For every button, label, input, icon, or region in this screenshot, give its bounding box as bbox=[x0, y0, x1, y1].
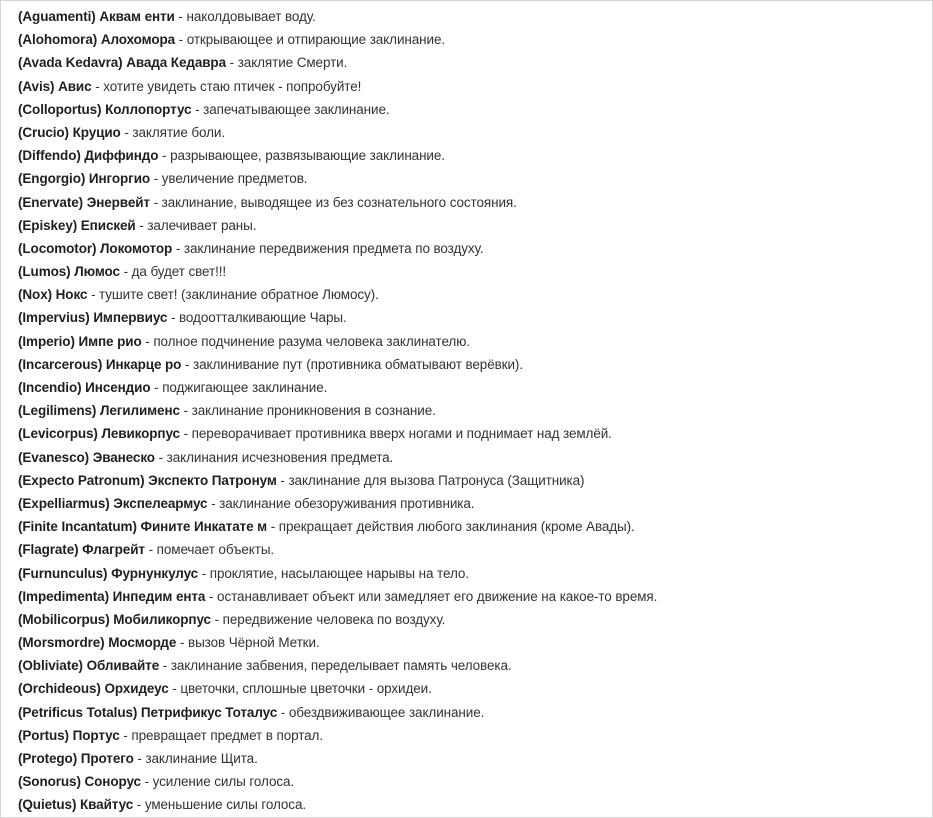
spell-list bbox=[18, 5, 928, 817]
spell-latin-name: (Morsmordre) bbox=[18, 635, 105, 651]
spell-description: залечивает раны. bbox=[147, 217, 257, 233]
spell-description: заклинания исчезновения предмета. bbox=[166, 449, 394, 465]
spell-latin-name: (Crucio) bbox=[18, 124, 69, 140]
spell-separator: - bbox=[175, 32, 187, 48]
spell-russian-name: Круцио bbox=[72, 124, 121, 140]
spell-latin-name: (Engorgio) bbox=[18, 171, 86, 187]
spell-latin-name: (Protego) bbox=[18, 751, 78, 766]
spell-entry bbox=[18, 724, 928, 747]
spell-description: уменьшение силы голоса. bbox=[144, 797, 307, 813]
spell-separator: - bbox=[210, 611, 223, 627]
spell-description: открывающее и отпирающие заклинание. bbox=[186, 32, 446, 48]
spell-separator: - bbox=[150, 171, 162, 187]
spell-russian-name: Фините Инкатате м bbox=[140, 519, 268, 535]
spell-entry bbox=[18, 654, 928, 677]
spell-russian-name: Фурнункулус bbox=[111, 565, 199, 581]
spell-entry bbox=[18, 446, 928, 469]
spell-russian-name: Инсендио bbox=[85, 380, 151, 395]
spell-separator: - bbox=[226, 55, 238, 71]
spell-latin-name: (Incarcerous) bbox=[18, 356, 103, 372]
spell-description: разрывающее, развязывающие заклинание. bbox=[170, 148, 445, 164]
spell-russian-name: Ингоргио bbox=[88, 171, 151, 187]
spell-separator: - bbox=[158, 148, 171, 164]
spell-separator: - bbox=[168, 681, 181, 697]
spell-latin-name: (Impervius) bbox=[18, 310, 90, 326]
spell-separator: - bbox=[87, 287, 100, 303]
spell-separator: - bbox=[150, 380, 163, 395]
spell-entry bbox=[18, 330, 928, 353]
spell-description: прекращает действия любого заклинания (кроме Авады). bbox=[278, 519, 635, 535]
spell-latin-name: (Diffendo) bbox=[18, 148, 81, 164]
spell-russian-name: Коллопортус bbox=[105, 101, 192, 117]
spell-latin-name: (Mobilicorpus) bbox=[18, 611, 110, 627]
spell-separator: - bbox=[120, 124, 133, 140]
spell-latin-name: (Petrificus Totalus) bbox=[18, 704, 138, 720]
spell-separator: - bbox=[167, 310, 180, 326]
spell-description: заклинание обезоруживания противника. bbox=[219, 495, 475, 511]
spell-separator: - bbox=[144, 542, 157, 558]
spell-description: полное подчинение разума человека заклинателю. bbox=[153, 333, 470, 349]
spell-russian-name: Экспелеармус bbox=[113, 495, 208, 511]
spell-description: поджигающее заклинание. bbox=[162, 380, 328, 395]
spell-russian-name: Энервейт bbox=[86, 194, 150, 210]
spell-description: заклинание для вызова Патронуса (Защитника) bbox=[288, 472, 585, 488]
spell-entry bbox=[18, 701, 928, 724]
spell-latin-name: (Orchideous) bbox=[18, 681, 101, 697]
spell-latin-name: (Levicorpus) bbox=[18, 426, 98, 442]
spell-russian-name: Флагрейт bbox=[82, 542, 145, 558]
spell-entry bbox=[18, 562, 928, 585]
spell-separator: - bbox=[141, 333, 154, 349]
spell-russian-name: Протего bbox=[80, 751, 134, 766]
spell-latin-name: (Imperio) bbox=[18, 333, 75, 349]
spell-separator: - bbox=[176, 635, 188, 651]
spell-latin-name: (Furnunculus) bbox=[18, 565, 108, 581]
spell-russian-name: Сонорус bbox=[84, 774, 141, 790]
spell-description: вызов Чёрной Метки. bbox=[188, 635, 320, 651]
spell-description: увеличение предметов. bbox=[161, 171, 308, 187]
spell-latin-name: (Evanesco) bbox=[18, 449, 90, 465]
spell-separator: - bbox=[191, 101, 204, 117]
spell-latin-name: (Flagrate) bbox=[18, 542, 79, 558]
spell-separator: - bbox=[172, 240, 184, 256]
spell-russian-name: Авис bbox=[58, 78, 92, 94]
spell-description: заклинание, выводящее из без сознательного состояния. bbox=[161, 194, 517, 210]
spell-separator: - bbox=[198, 565, 210, 581]
spell-description: помечает объекты. bbox=[156, 542, 275, 558]
spell-russian-name: Легилименс bbox=[99, 403, 180, 419]
spell-latin-name: (Avada Kedavra) bbox=[18, 55, 123, 71]
spell-entry bbox=[18, 51, 928, 74]
spell-russian-name: Епискей bbox=[80, 217, 136, 233]
spell-entry bbox=[18, 121, 928, 144]
spell-russian-name: Мосморде bbox=[108, 635, 177, 651]
spell-latin-name: (Avis) bbox=[18, 78, 55, 94]
spell-latin-name: (Incendio) bbox=[18, 380, 82, 395]
spell-description: передвижение человека по воздуху. bbox=[222, 611, 446, 627]
spell-latin-name: (Expelliarmus) bbox=[18, 495, 110, 511]
spell-entry bbox=[18, 793, 928, 816]
spell-russian-name: Импе рио bbox=[78, 333, 142, 349]
spell-entry bbox=[18, 747, 928, 770]
spell-separator: - bbox=[119, 727, 132, 743]
spell-entry bbox=[18, 191, 928, 214]
spell-description: хотите увидеть стаю птичек - попробуйте! bbox=[103, 78, 362, 94]
spell-entry bbox=[18, 376, 928, 399]
spell-russian-name: Обливайте bbox=[86, 658, 160, 674]
spell-entry bbox=[18, 5, 928, 28]
spell-separator: - bbox=[133, 797, 145, 813]
spell-russian-name: Алохомора bbox=[100, 32, 176, 48]
spell-description: да будет свет!!! bbox=[131, 264, 227, 280]
spell-description: водоотталкивающие Чары. bbox=[179, 310, 347, 326]
spell-latin-name: (Nox) bbox=[18, 287, 52, 303]
spell-entry bbox=[18, 492, 928, 515]
spell-latin-name: (Obliviate) bbox=[18, 658, 83, 674]
spell-description: заклятие Смерти. bbox=[237, 55, 348, 71]
spell-entry bbox=[18, 28, 928, 51]
spell-entry bbox=[18, 585, 928, 608]
spell-latin-name: (Colloportus) bbox=[18, 101, 102, 117]
spell-latin-name: (Episkey) bbox=[18, 217, 78, 233]
spell-latin-name: (Alohomora) bbox=[18, 32, 98, 48]
spell-description: заклинание проникновения в сознание. bbox=[191, 403, 436, 419]
spell-entry bbox=[18, 422, 928, 445]
spell-russian-name: Нокс bbox=[55, 287, 88, 303]
spell-description: заклятие боли. bbox=[132, 124, 226, 140]
spell-description: переворачивает противника вверх ногами и поднимает над землёй. bbox=[191, 426, 612, 442]
spell-russian-name: Экспекто Патронум bbox=[148, 472, 277, 488]
spell-separator: - bbox=[135, 217, 148, 233]
spell-separator: - bbox=[159, 658, 171, 674]
spell-latin-name: (Sonorus) bbox=[18, 774, 81, 790]
spell-description: запечатывающее заклинание. bbox=[203, 101, 390, 117]
spell-russian-name: Аквам енти bbox=[99, 9, 175, 24]
spell-entry bbox=[18, 260, 928, 283]
spell-latin-name: (Lumos) bbox=[18, 264, 71, 280]
spell-separator: - bbox=[179, 403, 192, 419]
spell-latin-name: (Enervate) bbox=[18, 194, 84, 210]
spell-entry bbox=[18, 469, 928, 492]
spell-description: усиление силы голоса. bbox=[152, 774, 295, 790]
spell-russian-name: Эванеско bbox=[92, 449, 155, 465]
spell-separator: - bbox=[149, 194, 162, 210]
spell-entry bbox=[18, 237, 928, 260]
spell-russian-name: Импервиус bbox=[93, 310, 168, 326]
spell-latin-name: (Aguamenti) bbox=[18, 9, 96, 24]
spell-entry bbox=[18, 214, 928, 237]
spell-entry bbox=[18, 283, 928, 306]
spell-russian-name: Мобиликорпус bbox=[113, 611, 211, 627]
spell-entry bbox=[18, 631, 928, 654]
spell-separator: - bbox=[154, 449, 167, 465]
spell-russian-name: Локомотор bbox=[100, 240, 173, 256]
spell-entry bbox=[18, 167, 928, 190]
spell-latin-name: (Impedimenta) bbox=[18, 588, 109, 604]
spell-separator: - bbox=[181, 356, 194, 372]
spell-separator: - bbox=[91, 78, 104, 94]
spell-entry bbox=[18, 770, 928, 793]
spell-russian-name: Портус bbox=[72, 727, 120, 743]
spell-entry bbox=[18, 538, 928, 561]
spell-description: тушите свет! (заклинание обратное Люмосу). bbox=[99, 287, 379, 303]
spell-separator: - bbox=[205, 588, 218, 604]
spell-entry bbox=[18, 144, 928, 167]
spell-russian-name: Орхидеус bbox=[104, 681, 169, 697]
spell-entry bbox=[18, 75, 928, 98]
spell-separator: - bbox=[207, 495, 220, 511]
spell-description: заклинание забвения, переделывает память человека. bbox=[170, 658, 512, 674]
spell-latin-name: (Portus) bbox=[18, 727, 69, 743]
spell-russian-name: Квайтус bbox=[80, 797, 134, 813]
spell-description: заклинание передвижения предмета по воздуху. bbox=[183, 240, 484, 256]
spell-separator: - bbox=[276, 472, 289, 488]
spell-latin-name: (Locomotor) bbox=[18, 240, 97, 256]
spell-description: цветочки, сплошные цветочки - орхидеи. bbox=[180, 681, 432, 697]
spell-entry bbox=[18, 353, 928, 376]
spell-entry bbox=[18, 98, 928, 121]
spell-latin-name: (Quietus) bbox=[18, 797, 77, 813]
spell-russian-name: Люмос bbox=[74, 264, 120, 280]
spell-latin-name: (Finite Incantatum) bbox=[18, 519, 137, 535]
spell-separator: - bbox=[174, 9, 187, 24]
spell-russian-name: Инпедим ента bbox=[112, 588, 206, 604]
spell-russian-name: Диффиндо bbox=[84, 148, 159, 164]
spell-russian-name: Левикорпус bbox=[101, 426, 180, 442]
spell-description: обездвиживающее заклинание. bbox=[288, 704, 485, 720]
spell-entry bbox=[18, 677, 928, 700]
spell-separator: - bbox=[267, 519, 279, 535]
spell-russian-name: Инкарце ро bbox=[105, 356, 182, 372]
spell-russian-name: Авада Кедавра bbox=[126, 55, 226, 71]
spell-entry bbox=[18, 515, 928, 538]
spell-separator: - bbox=[179, 426, 192, 442]
spell-russian-name: Петрификус Тоталус bbox=[140, 704, 278, 720]
spell-separator: - bbox=[140, 774, 153, 790]
spell-description: останавливает объект или замедляет его движение на какое-то время. bbox=[217, 588, 658, 604]
spell-entry bbox=[18, 608, 928, 631]
spell-separator: - bbox=[133, 751, 146, 766]
spell-description: наколдовывает воду. bbox=[186, 9, 316, 24]
spell-entry bbox=[18, 306, 928, 329]
spell-entry bbox=[18, 399, 928, 422]
spell-separator: - bbox=[277, 704, 289, 720]
spell-description: превращает предмет в портал. bbox=[131, 727, 323, 743]
spell-description: проклятие, насылающее нарывы на тело. bbox=[209, 565, 469, 581]
spell-separator: - bbox=[119, 264, 132, 280]
spell-latin-name: (Expecto Patronum) bbox=[18, 472, 145, 488]
spell-latin-name: (Legilimens) bbox=[18, 403, 97, 419]
spell-description: заклинивание пут (противника обматывают верёвки). bbox=[193, 356, 523, 372]
spell-description: заклинание Щита. bbox=[145, 751, 258, 766]
